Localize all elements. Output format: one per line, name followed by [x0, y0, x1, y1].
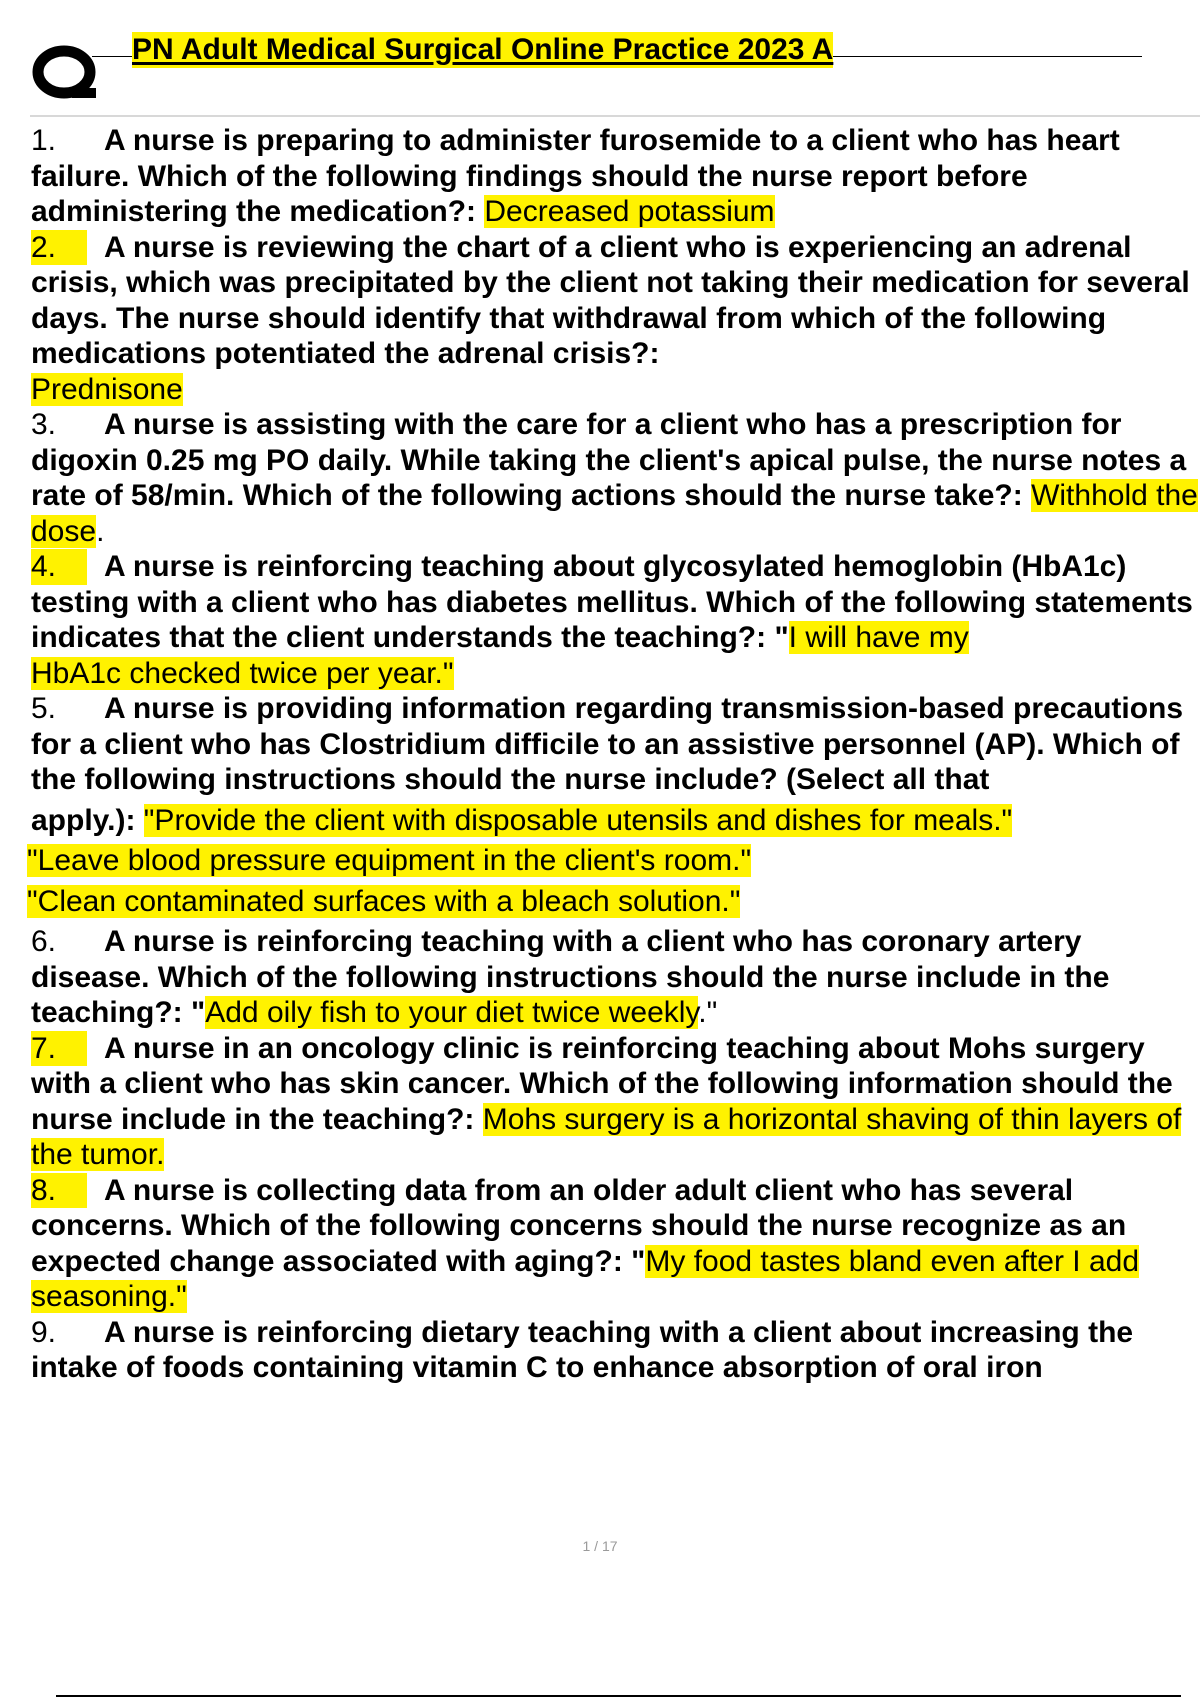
question-stem: A nurse is providing information regarding transmission-based precautions for a client who has Clostridium difficile to an assistive personnel (AP). Which of the following instructions should the nurse include? (Select all that	[31, 692, 1184, 796]
question-number: 9.	[31, 1315, 57, 1349]
answer-highlight: Prednisone	[31, 372, 183, 406]
question-stem-continued: apply.):	[31, 803, 144, 837]
question-number: 4.	[31, 549, 104, 585]
question-8	[31, 1173, 1200, 1315]
answer-line	[27, 803, 1200, 839]
question-stem: A nurse is reinforcing teaching with a client who has coronary artery disease. Which of the following instructions should the nurse include in the teaching?: "	[31, 925, 1110, 1029]
question-3	[31, 407, 1200, 549]
question-2	[31, 230, 1200, 408]
answer-highlight: Add oily fish to your diet twice weekly	[205, 996, 699, 1029]
question-stem: A nurse is reinforcing dietary teaching with a client about increasing the intake of foods containing vitamin C to enhance absorption of oral iron	[31, 1315, 1134, 1384]
header-separator	[30, 115, 1200, 117]
question-5	[31, 691, 1200, 798]
answer-suffix: .	[96, 514, 105, 548]
answer-highlight: Withhold the dose	[31, 479, 1198, 548]
question-9	[31, 1315, 1200, 1386]
answer-line	[27, 884, 1200, 920]
answer-highlight: "Clean contaminated surfaces with a bleach solution."	[27, 884, 741, 918]
question-number: 7.	[31, 1031, 104, 1067]
page-indicator: 1 / 17	[582, 1538, 618, 1554]
answer-highlight: "Provide the client with disposable utensils and dishes for meals."	[143, 803, 1013, 837]
question-number: 1.	[31, 124, 57, 157]
bottom-rule	[56, 1695, 1181, 1697]
question-number: 8.	[31, 1173, 104, 1209]
question-4	[31, 549, 1200, 691]
question-stem: A nurse is collecting data from an older adult client who has several concerns. Which of the following concerns should the nurse recognize as an expected change associated with aging?: "	[31, 1173, 1127, 1278]
answer-highlight: I will have my	[788, 621, 969, 654]
answer-highlight: Mohs surgery is a horizontal shaving of thin layers of the tumor.	[31, 1102, 1182, 1171]
question-7	[31, 1031, 1200, 1173]
question-number: 3.	[31, 408, 57, 441]
document-title: PN Adult Medical Surgical Online Practice 2023 A	[132, 33, 834, 66]
answer-suffix: ."	[698, 996, 718, 1029]
question-stem: A nurse is reinforcing teaching about glycosylated hemoglobin (HbA1c) testing with a client who has diabetes mellitus. Which of the following statements indicates that the client understands the teaching?: "	[31, 550, 1193, 654]
question-stem: A nurse is reviewing the chart of a client who is experiencing an adrenal crisis, which was precipitated by the client not taking their medication for several days. The nurse should identify that withdrawal from which of the following medications potentiated the adrenal crisis?:	[31, 230, 1190, 370]
question-stem: A nurse in an oncology clinic is reinforcing teaching about Mohs surgery with a client who has skin cancer. Which of the following information should the nurse include in the teaching?:	[31, 1031, 1173, 1136]
q-logo-icon	[32, 42, 96, 106]
answer-highlight: "Leave blood pressure equipment in the client's room."	[27, 844, 752, 877]
question-stem: A nurse is assisting with the care for a client who has a prescription for digoxin 0.25 mg PO daily. While taking the client's apical pulse, the nurse notes a rate of 58/min. Which of the following actions should the nurse take?:	[31, 408, 1187, 512]
answer-line	[27, 843, 1200, 879]
answer-highlight: HbA1c checked twice per year."	[31, 656, 454, 690]
question-stem: A nurse is preparing to administer furosemide to a client who has heart failure. Which of the following findings should the nurse report before administering the medication?:	[31, 124, 1120, 228]
question-list	[27, 123, 1200, 1386]
question-number: 2.	[31, 230, 104, 266]
answer-highlight: Decreased potassium	[484, 195, 775, 228]
answer-highlight: My food tastes bland even after I add seasoning."	[31, 1244, 1140, 1313]
question-1	[31, 123, 1200, 230]
question-6	[31, 924, 1200, 1031]
question-number: 6.	[31, 925, 57, 958]
question-number: 5.	[31, 692, 57, 725]
